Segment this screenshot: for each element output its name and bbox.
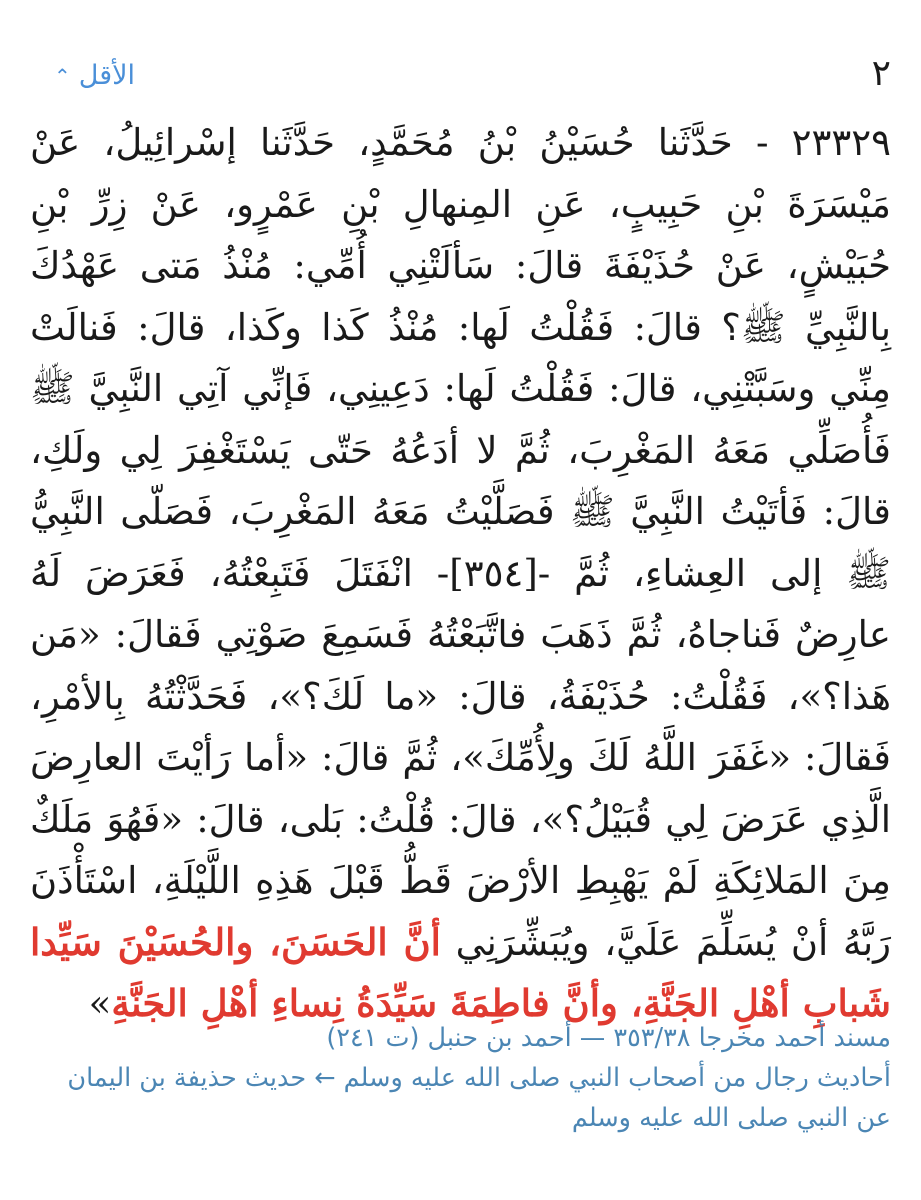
hadith-closing: » xyxy=(88,982,112,1025)
collapse-label: الأقل xyxy=(78,60,136,91)
source-reference xyxy=(30,1018,891,1138)
page-number: ٢ xyxy=(871,53,891,94)
hadith-body: ٢٣٣٢٩ - حَدَّثَنا حُسَيْنُ بْنُ مُحَمَّدٍ، حَدَّثَنا إسْرائِيلُ، عَنْ مَيْسَرَةَ بْنِ حَبِيبٍ، عَنِ المِنهالِ بْنِ عَمْرٍو، عَنْ زِرِّ بْنِ حُبَيْشٍ، عَنْ حُذَيْفَةَ قالَ: سَألَتْنِي أُمِّي: مُنْذُ مَتى عَهْدُكَ بِالنَّبِيِّ ﷺ؟ قالَ: فَقُلْتُ لَها: مُنْذُ كَذا وكَذا، قالَ: فَنالَتْ مِنِّي وسَبَّتْنِي، قالَ: فَقُلْتُ لَها: دَعِينِي، فَإنِّي آتِي النَّبِيَّ ﷺ فَأُصَلِّي مَعَهُ المَغْرِبَ، ثُمَّ لا أدَعُهُ حَتّى يَسْتَغْفِرَ لِي ولَكِ، قالَ: فَأتَيْتُ النَّبِيَّ ﷺ فَصَلَّيْتُ مَعَهُ المَغْرِبَ، فَصَلّى النَّبِيُّ ﷺ إلى العِشاءِ، ثُمَّ -[٣٥٤]- انْفَتَلَ فَتَبِعْتُهُ، فَعَرَضَ لَهُ عارِضٌ فَناجاهُ، ثُمَّ ذَهَبَ فاتَّبَعْتُهُ فَسَمِعَ صَوْتِي فَقالَ: «مَن هَذا؟»، فَقُلْتُ: حُذَيْفَةُ، قالَ: «ما لَكَ؟»، فَحَدَّثْتُهُ بِالأمْرِ، فَقالَ: «غَفَرَ اللَّهُ لَكَ ولِأُمِّكَ»، ثُمَّ قالَ: «أما رَأيْتَ العارِضَ الَّذِي عَرَضَ لِي قُبَيْلُ؟»، قالَ: قُلْتُ: بَلى، قالَ: «فَهُوَ مَلَكٌ مِنَ المَلائِكَةِ لَمْ يَهْبِطِ الأرْضَ قَطُّ قَبْلَ هَذِهِ اللَّيْلَةِ، اسْتَأْذَنَ رَبَّهُ أنْ يُسَلِّمَ عَلَيَّ، ويُبَشِّرَنِي xyxy=(30,121,891,964)
chevron-up-icon: ⌃ xyxy=(54,64,71,88)
hadith-highlight: أنَّ الحَسَنَ، والحُسَيْنَ سَيِّدا شَبابِ أهْلِ الجَنَّةِ، وأنَّ فاطِمَةَ سَيِّدَةُ نِساءِ أهْلِ الجَنَّةِ xyxy=(30,919,891,1025)
chapter-reference-link[interactable]: أحاديث رجال من أصحاب النبي صلى الله عليه وسلم ← حديث حذيفة بن اليمان عن النبي صلى الله عليه وسلم xyxy=(67,1063,891,1133)
collapse-toggle[interactable] xyxy=(54,56,135,96)
hadith-text xyxy=(30,112,891,1035)
header-bar xyxy=(54,52,891,100)
book-reference-link[interactable]: مسند أحمد مخرجا ٣٥٣/٣٨ — أحمد بن حنبل (ت ٢٤١) xyxy=(326,1023,891,1053)
